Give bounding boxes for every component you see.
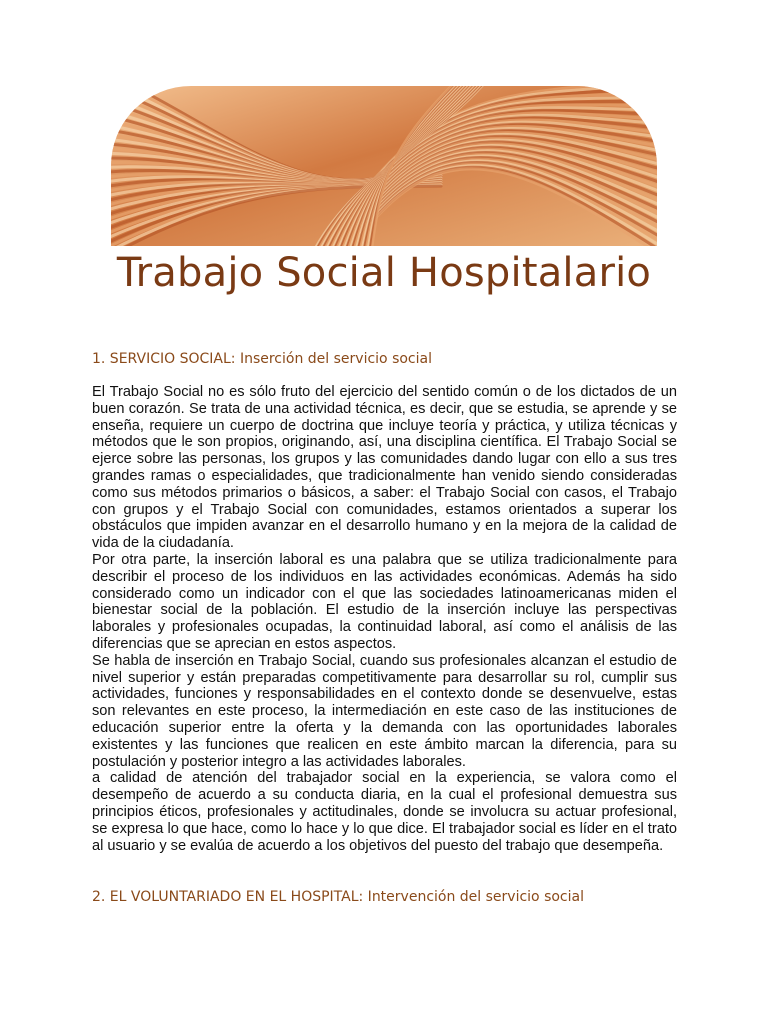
banner-image	[111, 86, 657, 246]
paragraph: Se habla de inserción en Trabajo Social, cuando sus profesionales alcanzan el estudio de nivel superior y están preparadas competitivamente para desarrollar su rol, cumplir sus actividades, funciones y responsabilidades en el contexto donde se desenvuelve, estas son relevantes en este proceso, la intermediación en este caso de las instituciones de educación superior entre la oferta y la demanda con las oportunidades laborales existentes y las funciones que realicen en este ámbito marcan la diferencia, para su postulación y posterior integro a las actividades laborales.	[92, 652, 677, 770]
heading-rest: Inserción del servicio social	[235, 351, 432, 367]
paragraph: Por otra parte, la inserción laboral es una palabra que se utiliza tradicionalmente para describir el proceso de los individuos en las actividades económicas. Además ha sido considerado como un indicador con el que las sociedades latinoamericanas miden el bienestar social de la población. El estudio de la inserción incluye las perspectivas laborales y profesionales ocupadas, la continuidad laboral, así como el análisis de las diferencias que se aprecian en estos aspectos.	[92, 551, 677, 652]
heading-rest: Intervención del servicio social	[363, 889, 584, 905]
paragraph: El Trabajo Social no es sólo fruto del ejercicio del sentido común o de los dictados de un buen corazón. Se trata de una actividad técnica, es decir, que se estudia, se aprende y se enseña, requiere un cuerpo de doctrina que incluye teoría y práctica, y utiliza técnicas y métodos que le son propios, originando, así, una disciplina científica. El Trabajo Social se ejerce sobre las personas, los grupos y las comunidades dando lugar con ello a sus tres grandes ramas o especialidades, que tradicionalmente han venido siendo consideradas como sus métodos primarios o básicos, a saber: el Trabajo Social con casos, el Trabajo con grupos y el Trabajo Social con comunidades, estamos orientados a superar los obstáculos que impiden avanzar en el desarrollo humano y en la mejora de la calidad de vida de la ciudadanía.	[92, 384, 677, 552]
twisted-fibers-image	[111, 86, 657, 246]
heading-prefix: 1. SERVICIO SOCIAL:	[92, 351, 236, 367]
paragraph: a calidad de atención del trabajador social en la experiencia, se valora como el desempeño de acuerdo a su conducta diaria, en la cual el profesional demuestra sus principios éticos, profesionales y actitudinales, donde se involucra su actuar profesional, se expresa lo que hace, como lo hace y lo que dice. El trabajador social es líder en el trato al usuario y se evalúa de acuerdo a los objetivos del puesto del trabajo que desempeña.	[92, 770, 677, 854]
page-title: Trabajo Social Hospitalario	[116, 250, 652, 296]
section-body	[92, 384, 677, 854]
heading-prefix: 2. EL VOLUNTARIADO EN EL HOSPITAL:	[92, 889, 364, 905]
section-heading-1	[92, 350, 677, 368]
section-heading-2	[92, 888, 677, 906]
